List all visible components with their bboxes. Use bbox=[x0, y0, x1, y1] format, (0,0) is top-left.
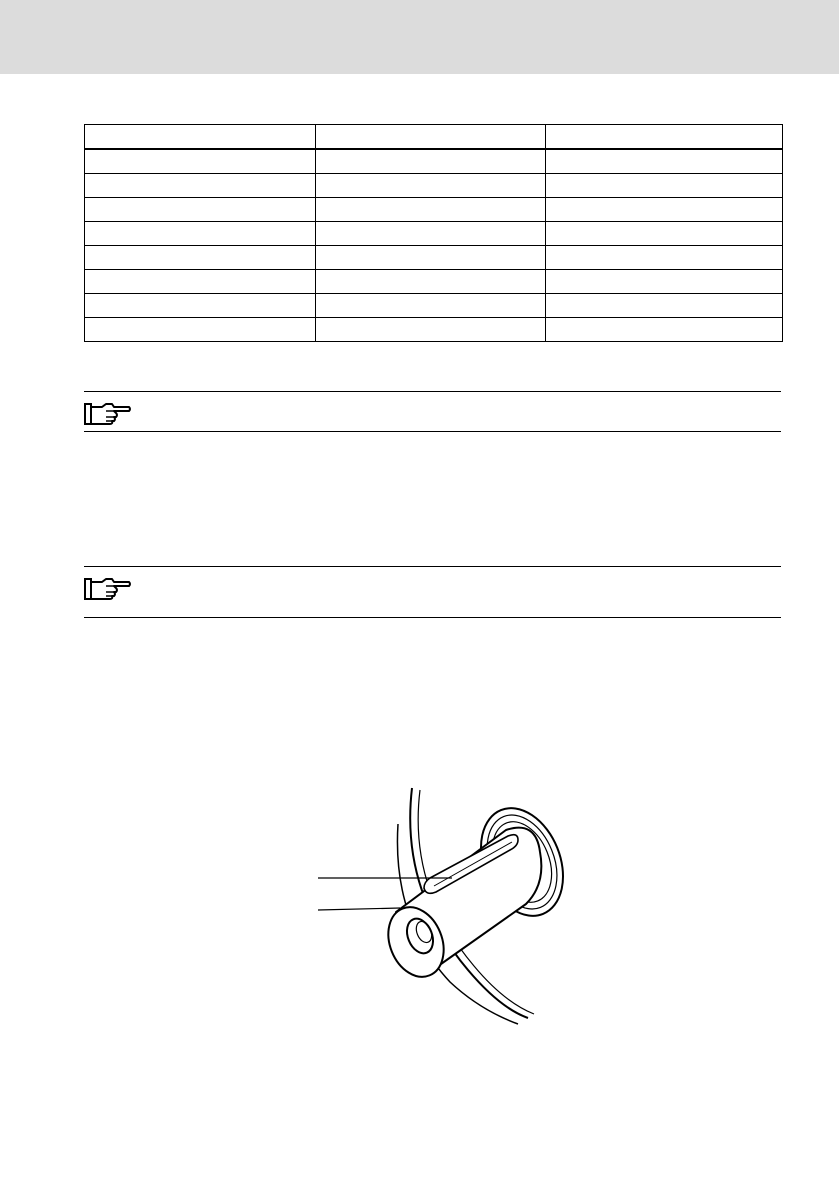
table-row bbox=[85, 246, 783, 270]
table-header-row bbox=[85, 125, 783, 150]
table-cell bbox=[85, 294, 316, 318]
table-cell bbox=[546, 246, 783, 270]
table-cell bbox=[85, 222, 316, 246]
header-band bbox=[0, 0, 839, 74]
table-cell bbox=[85, 246, 316, 270]
table-cell bbox=[316, 246, 546, 270]
pointing-hand-icon bbox=[84, 576, 132, 602]
table-row bbox=[85, 318, 783, 342]
table-row bbox=[85, 294, 783, 318]
table-cell bbox=[546, 294, 783, 318]
table-row bbox=[85, 174, 783, 198]
table-cell bbox=[85, 149, 316, 174]
note-block bbox=[84, 391, 781, 432]
table-cell bbox=[546, 174, 783, 198]
table-row bbox=[85, 222, 783, 246]
table-cell bbox=[316, 294, 546, 318]
table-cell bbox=[546, 198, 783, 222]
table-row bbox=[85, 270, 783, 294]
pointing-hand-icon bbox=[84, 401, 132, 427]
table-cell bbox=[316, 198, 546, 222]
note-block bbox=[84, 566, 781, 618]
table-cell bbox=[316, 149, 546, 174]
table-cell bbox=[85, 174, 316, 198]
table-cell bbox=[316, 222, 546, 246]
table-cell bbox=[546, 149, 783, 174]
table-header-cell bbox=[316, 125, 546, 150]
table-cell bbox=[546, 270, 783, 294]
spec-table bbox=[84, 124, 783, 342]
table-cell bbox=[546, 222, 783, 246]
table-header-cell bbox=[85, 125, 316, 150]
table-cell bbox=[316, 318, 546, 342]
table-cell bbox=[316, 270, 546, 294]
table-cell bbox=[85, 318, 316, 342]
table-cell bbox=[546, 318, 783, 342]
hub-shaft-illustration bbox=[300, 770, 620, 1030]
table-cell bbox=[316, 174, 546, 198]
table-row bbox=[85, 149, 783, 174]
table-header-cell bbox=[546, 125, 783, 150]
table-row bbox=[85, 198, 783, 222]
table-cell bbox=[85, 198, 316, 222]
table-cell bbox=[85, 270, 316, 294]
